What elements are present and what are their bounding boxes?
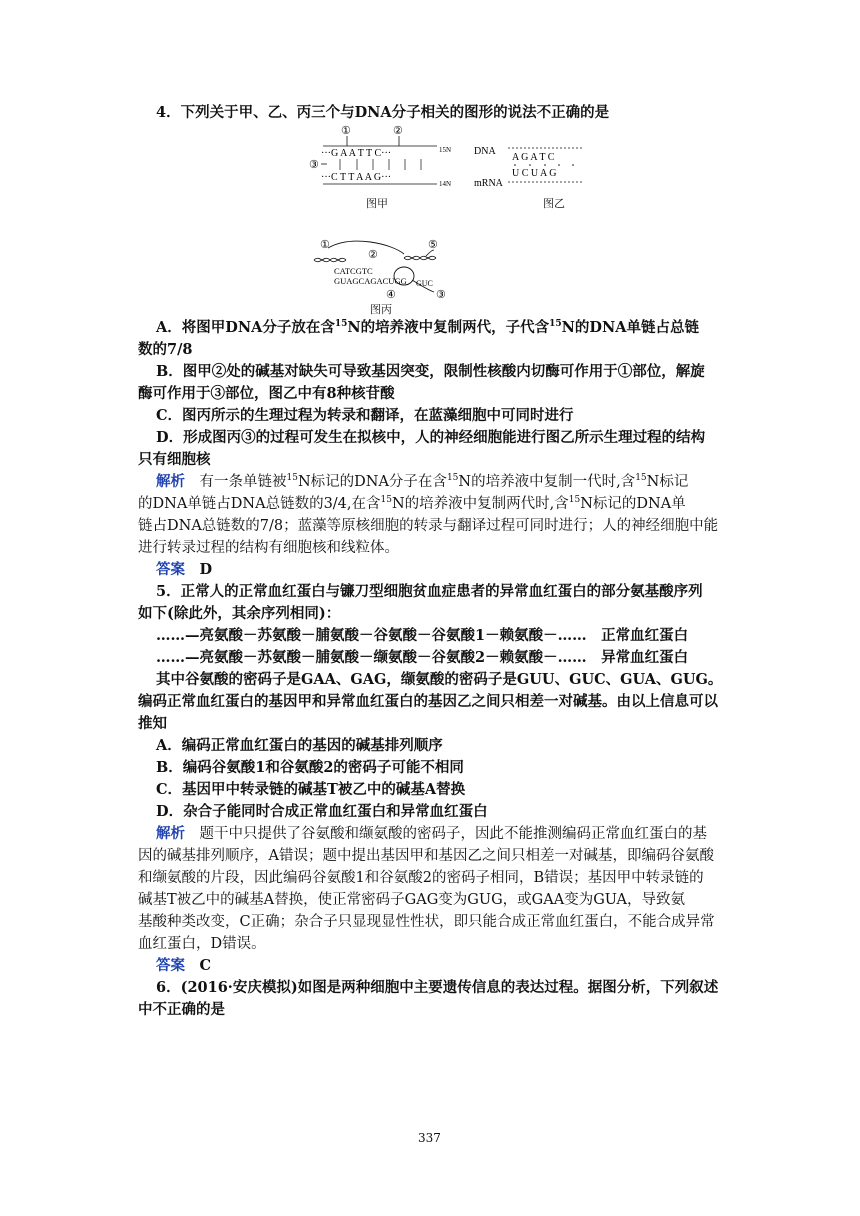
q5-option-c: C．基因甲中转录链的碱基T被乙中的碱基A替换 <box>156 781 466 798</box>
figure-b <box>474 140 594 190</box>
q5-analysis-line1: 解析 题干中只提供了谷氨酸和缬氨酸的密码子，因此不能推测编码正常血红蛋白的基 <box>156 825 707 842</box>
q4-analysis-line2: 的DNA单链占DNA总链数的3/4,在含$^{15}$N的培养液中复制两代时,含$^{15}$N标记的DNA单 <box>138 495 686 512</box>
fig-a-caption: 图甲 <box>366 198 388 210</box>
q4-answer: 答案 D <box>156 561 213 578</box>
q4-stem: 4．下列关于甲、乙、丙三个与DNA分子相关的图形的说法不正确的是 <box>156 104 610 121</box>
q4-option-d-line1: D．形成图丙③的过程可发生在拟核中，人的神经细胞能进行图乙所示生理过程的结构 <box>156 429 706 446</box>
fig-b-mrna-seq: U C U A G <box>512 168 557 179</box>
q5-option-a: A．编码正常血红蛋白的基因的碱基排列顺序 <box>156 737 443 754</box>
fig-a-bottom-strand: ···C T T A A G··· <box>321 172 392 183</box>
page-number: 337 <box>418 1131 441 1145</box>
fig-a-top-label: 15N <box>439 146 452 154</box>
q4-analysis-line1: 解析 有一条单链被$^{15}$N标记的DNA分子在含$^{15}$N的培养液中复制一代时,含$^{15}$N标记 <box>156 473 689 490</box>
q5-info-line3: 推知 <box>138 715 167 732</box>
q5-option-d: D．杂合子能同时合成正常血红蛋白和异常血红蛋白 <box>156 803 488 820</box>
fig-c-marker-1: ① <box>320 239 330 251</box>
fig-c-marker-2: ② <box>368 249 378 261</box>
fig-a-marker-3: ③ <box>309 159 319 171</box>
q5-analysis-line4: 碱基T被乙中的碱基A替换，使正常密码子GAG变为GUG，或GAA变为GUA，导致氨 <box>138 892 686 908</box>
fig-a-marker-2: ② <box>393 125 403 137</box>
answer-label: 答案 <box>156 957 185 974</box>
q5-analysis-line6: 血红蛋白，D错误。 <box>138 936 266 952</box>
figure-c <box>312 234 462 300</box>
q5-analysis-line5: 基酸种类改变，C正确；杂合子只显现显性性状，即只能合成正常血红蛋白，不能合成异常 <box>138 914 715 930</box>
q5-option-b: B．编码谷氨酸1和谷氨酸2的密码子可能不相同 <box>156 759 464 776</box>
q5-analysis-line2: 因的碱基排列顺序，A错误；题中提出基因甲和基因乙之间只相差一对碱基，即编码谷氨酸 <box>138 848 714 864</box>
q4-option-b-line1: B．图甲②处的碱基对缺失可导致基因突变，限制性核酸内切酶可作用于①部位，解旋 <box>156 363 705 380</box>
q5-answer: 答案 C <box>156 957 212 974</box>
fig-c-seq-tail: GUC <box>416 279 433 288</box>
q5-analysis-line3: 和缬氨酸的片段，因此编码谷氨酸1和谷氨酸2的密码子相同，B错误；基因甲中转录链的 <box>138 870 704 886</box>
fig-a-bottom-label: 14N <box>439 180 452 188</box>
q4-analysis-line4: 进行转录过程的结构有细胞核和线粒体。 <box>138 540 399 556</box>
q5-info-line2: 编码正常血红蛋白的基因甲和异常血红蛋白的基因乙之间只相差一对碱基。由以上信息可以 <box>138 693 718 710</box>
fig-c-marker-3: ③ <box>436 289 446 300</box>
q4-option-d-line2: 只有细胞核 <box>138 451 211 468</box>
fig-a-marker-1: ① <box>341 125 351 137</box>
fig-b-mrna-label: mRNA <box>474 178 503 189</box>
q6-stem-line1: 6．(2016·安庆模拟)如图是两种细胞中主要遗传信息的表达过程。据图分析，下列叙述 <box>156 979 719 996</box>
q5-info-line1: 其中谷氨酸的密码子是GAA、GAG，缬氨酸的密码子是GUU、GUC、GUA、GUG。 <box>156 671 723 688</box>
fig-c-seq-top: CATCGTC <box>334 266 373 276</box>
q5-stem-line2: 如下(除此外，其余序列相同)： <box>138 605 341 622</box>
figure-a <box>305 122 465 192</box>
q4-analysis-line3: 链占DNA总链数的7/8；蓝藻等原核细胞的转录与翻译过程可同时进行；人的神经细胞中能 <box>138 518 719 534</box>
q4-option-b-line2: 酶可作用于③部位，图乙中有8种核苷酸 <box>138 385 395 402</box>
fig-b-caption: 图乙 <box>543 198 565 210</box>
answer-label: 答案 <box>156 561 185 578</box>
q5-stem-line1: 5．正常人的正常血红蛋白与镰刀型细胞贫血症患者的异常血红蛋白的部分氨基酸序列 <box>156 583 703 600</box>
q4-option-a-line2: 数的7/8 <box>138 341 193 358</box>
fig-b-dna-seq: A G A T C <box>512 152 555 163</box>
analysis-label: 解析 <box>156 825 185 842</box>
fig-c-marker-5: ⑤ <box>428 239 438 251</box>
fig-c-marker-4: ④ <box>386 289 396 300</box>
q5-seq-normal: ……—亮氨酸－苏氨酸－脯氨酸－谷氨酸－谷氨酸1－赖氨酸－…… 正常血红蛋白 <box>156 627 689 644</box>
q5-seq-abnormal: ……—亮氨酸－苏氨酸－脯氨酸－缬氨酸－谷氨酸2－赖氨酸－…… 异常血红蛋白 <box>156 649 689 666</box>
q4-option-c: C．图丙所示的生理过程为转录和翻译，在蓝藻细胞中可同时进行 <box>156 407 574 424</box>
q4-option-a-line1: A．将图甲DNA分子放在含$^{15}$N的培养液中复制两代，子代含$^{15}$N的DNA单链占总链 <box>156 319 699 336</box>
fig-c-caption: 图丙 <box>370 304 392 316</box>
fig-b-dna-label: DNA <box>474 146 496 157</box>
q6-stem-line2: 中不正确的是 <box>138 1001 225 1018</box>
fig-c-seq-bottom: GUAGCAGACUGG <box>334 276 407 286</box>
analysis-label: 解析 <box>156 473 185 490</box>
fig-a-top-strand: ···G A A T T C··· <box>321 148 392 159</box>
